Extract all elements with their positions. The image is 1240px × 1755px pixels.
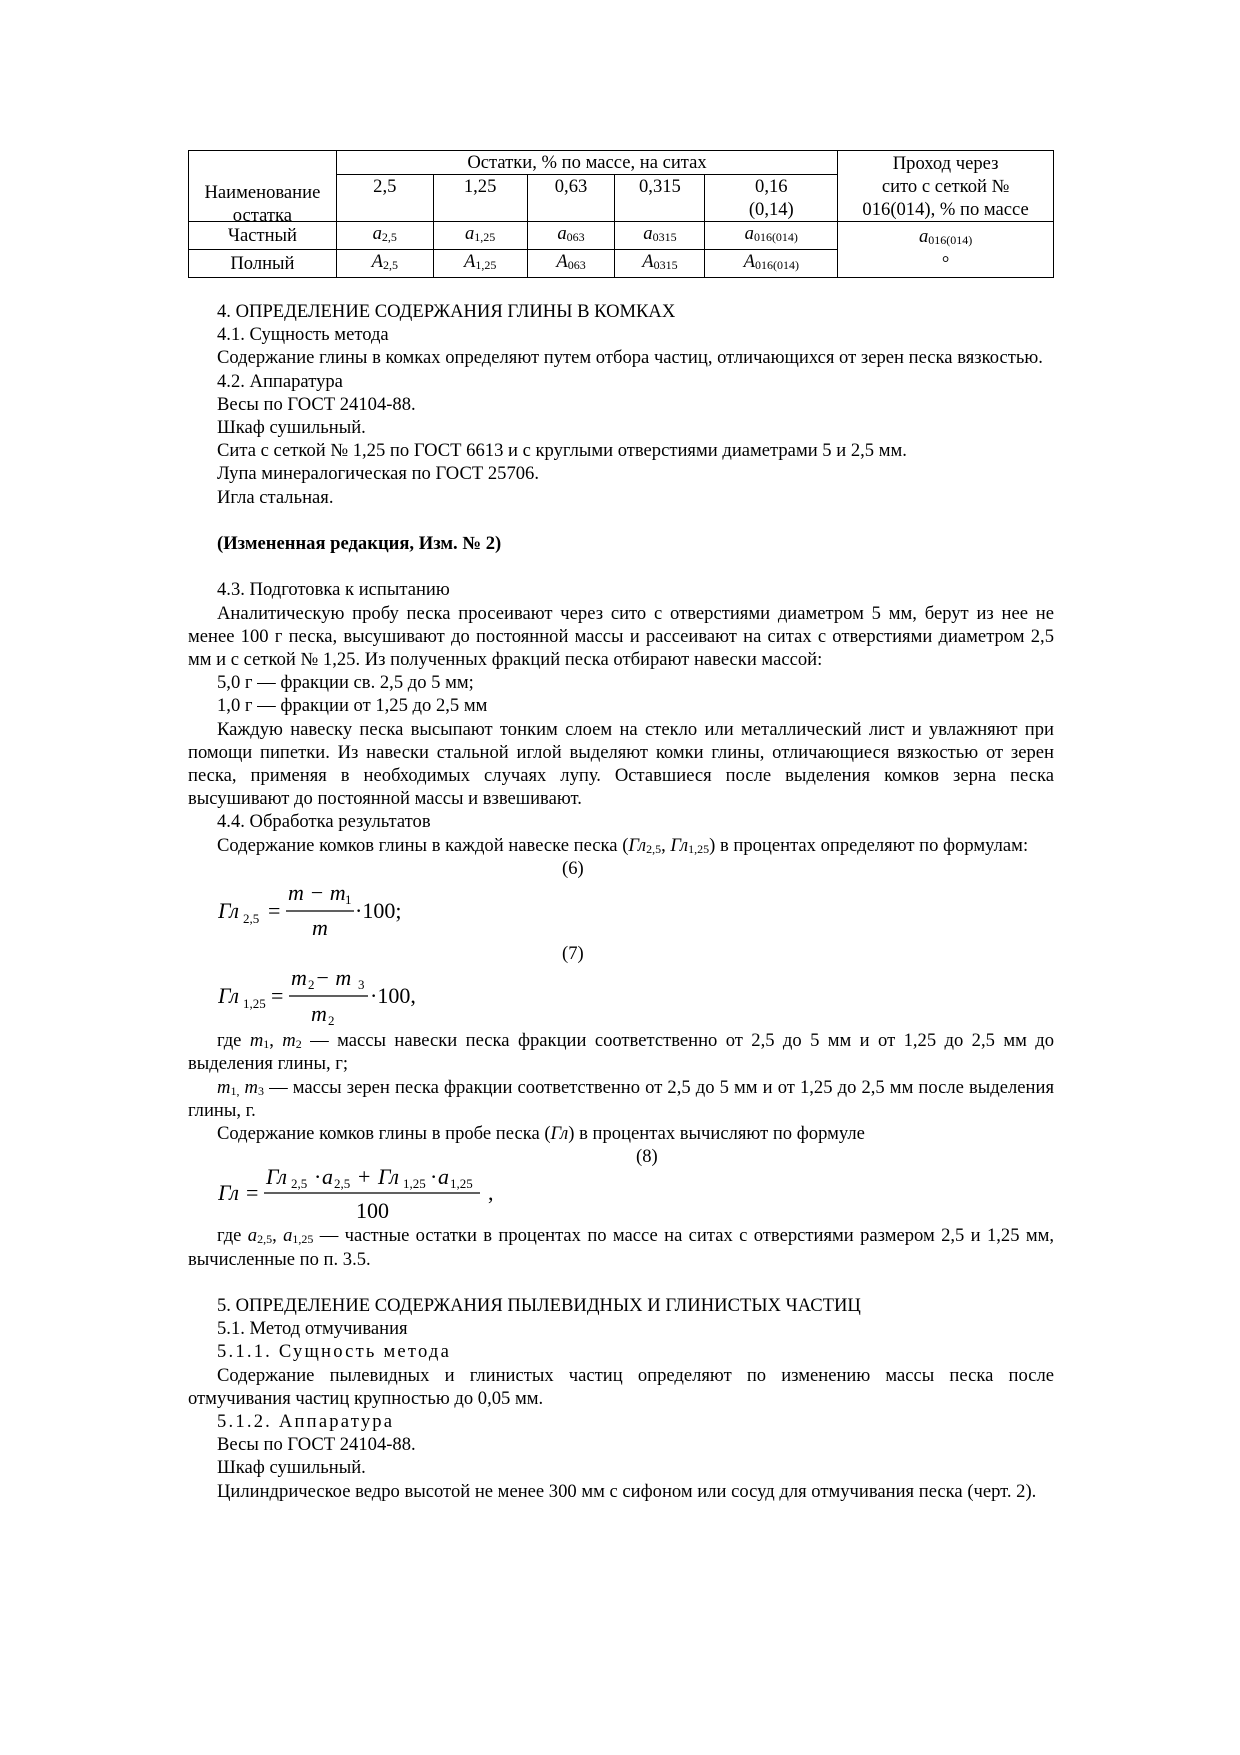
header-name-text [189, 181, 337, 226]
formula-7-where-2: $m_{1,}$ $m_3$ — массы зерен песка фракции соответственно от 2,5 до 5 мм и от 1,25 до 2,5 мм после выделения глины, г. [188, 1076, 1055, 1121]
formula-7-number-line [188, 942, 1054, 965]
blank-line [188, 1271, 1054, 1294]
svg-text:1,25: 1,25 [450, 1176, 473, 1192]
equipment-scales: Весы по ГОСТ 24104-88. [217, 393, 416, 415]
formula-8-where: где $a_{2,5}$, $a_{1,25}$ — частные остатки в процентах по массе на ситах с отверстиями размером 2,5 и 1,25 мм, вычисленные по п. 3.5. [188, 1225, 1055, 1270]
svg-text:a: a [438, 1168, 449, 1190]
formula-7 [188, 965, 1054, 1029]
equipment-bucket: Цилиндрическое ведро высотой не менее 300 мм с сифоном или сосуд для отмучивания песка (черт. 2). [217, 1480, 1037, 1502]
document-body [188, 300, 1054, 1503]
formula-6-graphic [218, 880, 478, 942]
svg-text:=: = [268, 898, 281, 924]
sieve-0-63: 0,63 [527, 175, 615, 222]
section-4-1-body: Содержание глины в комках определяют путем отбора частиц, отличающихся от зерен песка вязкостью. [217, 347, 1043, 369]
section-4-1-heading: 4.1. Сущность метода [217, 324, 389, 346]
svg-text:Гл: Гл [218, 898, 239, 924]
section-5-title: 5. ОПРЕДЕЛЕНИЕ СОДЕРЖАНИЯ ПЫЛЕВИДНЫХ И ГЛИНИСТЫХ ЧАСТИЦ [217, 1295, 861, 1317]
sample-mass-1: 5,0 г — фракции св. 2,5 до 5 мм; [217, 672, 474, 694]
svg-text:=: = [271, 983, 284, 1009]
svg-text:2: 2 [308, 977, 315, 993]
sample-mass-2: 1,0 г — фракции от 1,25 до 2,5 мм [217, 695, 488, 717]
header-pass-line2: сито с сеткой № [881, 175, 1010, 197]
section-4-3-heading: 4.3. Подготовка к испытанию [217, 579, 450, 601]
sieve-residue-table [188, 150, 1054, 278]
svg-text:m: m [291, 965, 307, 991]
svg-text:·100,: ·100, [370, 983, 416, 1009]
header-pass-line1: Проход через [892, 152, 999, 174]
svg-text:,: , [488, 1180, 494, 1206]
blank-line [188, 555, 1054, 578]
full-A-0315: A0315 [615, 250, 705, 278]
equipment-oven-2: Шкаф сушильный. [217, 1457, 366, 1479]
section-4-4-body: Содержание комков глины в каждой навеске песка ($Гл_{2,5}$, $Гл_{1,25}$) в процентах определяют по формулам: [217, 834, 1029, 856]
equipment-needle: Игла стальная. [217, 486, 334, 508]
partial-a-0315: a0315 [615, 222, 705, 250]
full-A-016: A016(014) [705, 250, 838, 278]
document-page [188, 150, 1054, 1503]
svg-text:m: m [312, 915, 328, 941]
svg-text:·100;: ·100; [355, 898, 402, 924]
sieve-0-16 [705, 175, 838, 222]
equipment-oven: Шкаф сушильный. [217, 417, 366, 439]
svg-text:a: a [322, 1168, 333, 1190]
svg-text:1: 1 [345, 892, 352, 908]
pass-degree: ° [941, 252, 950, 274]
section-4-2-heading: 4.2. Аппаратура [217, 370, 343, 392]
svg-text:Гл: Гл [218, 1180, 239, 1206]
equipment-magnifier: Лупа минералогическая по ГОСТ 25706. [217, 463, 539, 485]
header-pass-line3: 016(014), % по массе [862, 198, 1029, 220]
formula-7-number: (7) [562, 943, 584, 965]
full-A-1-25: A1,25 [433, 250, 527, 278]
svg-text:m − m: m − m [288, 880, 346, 906]
header-name-line2: остатка [232, 204, 293, 226]
section-5-1-1-heading: 5.1.1. Сущность метода [217, 1341, 452, 1363]
full-A-063: A063 [527, 250, 615, 278]
svg-text:m: m [311, 1001, 327, 1027]
section-4-4-heading: 4.4. Обработка результатов [217, 811, 431, 833]
section-5-1-1-body: Содержание пылевидных и глинистых частиц определяют по изменению массы песка после отмучивания частиц крупностью до 0,05 мм. [188, 1364, 1054, 1409]
section-4-3-body: Аналитическую пробу песка просеивают через сито с отверстиями диаметром 5 мм, берут из нее не менее 100 г песка, высушивают до постоянной массы и рассеивают на ситах с отверстиями диаметром 2,5 мм и с сеткой № 1,25. Из полученных фракций песка отбирают навески массой: [188, 602, 1054, 671]
pass-symbol-sub: 016(014) [928, 232, 973, 247]
svg-text:·: · [430, 1168, 438, 1190]
svg-text:=: = [246, 1180, 259, 1206]
sieve-0-14-label: (0,14) [748, 199, 794, 220]
formula-8-intro: Содержание комков глины в пробе песка (Гл) в процентах вычисляют по формуле [217, 1123, 865, 1145]
equipment-sieves: Сита с сеткой № 1,25 по ГОСТ 6613 и с круглыми отверстиями диаметрами 5 и 2,5 мм. [217, 440, 907, 462]
pass-symbol: a [918, 225, 929, 247]
formula-8-graphic [218, 1168, 538, 1224]
sieve-0-16-label: 0,16 [755, 176, 788, 197]
header-pass-cell [838, 151, 1054, 222]
formula-8-number: (8) [636, 1146, 658, 1168]
formula-8 [188, 1168, 1054, 1224]
amendment-note: (Измененная редакция, Изм. № 2) [217, 533, 502, 555]
header-residues: Остатки, % по массе, на ситах [336, 151, 837, 175]
svg-text:Гл: Гл [266, 1168, 287, 1190]
svg-text:1,25: 1,25 [243, 996, 266, 1012]
partial-a-063: a063 [527, 222, 615, 250]
svg-text:1,25: 1,25 [403, 1176, 426, 1192]
svg-text:2,5: 2,5 [291, 1176, 308, 1192]
formula-8-number-line [188, 1145, 1054, 1168]
partial-a-2-5: a2,5 [336, 222, 433, 250]
row-partial-label: Частный [189, 222, 337, 250]
svg-text:100: 100 [356, 1198, 389, 1224]
sieve-1-25: 1,25 [433, 175, 527, 222]
section-5-1-heading: 5.1. Метод отмучивания [217, 1318, 408, 1340]
svg-text:Гл: Гл [218, 983, 239, 1009]
full-A-2-5: A2,5 [336, 250, 433, 278]
partial-a-016: a016(014) [705, 222, 838, 250]
svg-text:·: · [314, 1168, 322, 1190]
formula-7-where-1: где $m_1$, $m_2$ — массы навески песка фракции соответственно от 2,5 до 5 мм и от 1,25 до 2,5 мм до выделения глины, г; [188, 1030, 1055, 1075]
section-5-1-2-heading: 5.1.2. Аппаратура [217, 1411, 395, 1433]
sieve-0-315: 0,315 [615, 175, 705, 222]
partial-a-1-25: a1,25 [433, 222, 527, 250]
section-4-title: 4. ОПРЕДЕЛЕНИЕ СОДЕРЖАНИЯ ГЛИНЫ В КОМКАХ [217, 301, 676, 322]
svg-text:Гл: Гл [378, 1168, 399, 1190]
svg-text:2: 2 [328, 1013, 335, 1029]
blank-line [188, 509, 1054, 532]
formula-6-number: (6) [562, 857, 584, 879]
svg-text:2,5: 2,5 [334, 1176, 351, 1192]
row-full-label: Полный [189, 250, 337, 278]
equipment-scales-2: Весы по ГОСТ 24104-88. [217, 1434, 416, 1456]
svg-text:3: 3 [358, 977, 365, 993]
svg-text:+: + [358, 1168, 371, 1190]
section-4-3-body2: Каждую навеску песка высыпают тонким слоем на стекло или металлический лист и увлажняют при помощи пипетки. Из навески стальной иглой выделяют комки глины, отличающиеся вязкостью от зерен песка, применяя в необходимых случаях лупу. Оставшиеся после выделения комков зерна песка высушивают до постоянной массы и взвешивают. [188, 718, 1054, 810]
pass-symbol-cell [838, 222, 1054, 278]
svg-text:− m: − m [315, 965, 352, 991]
header-name-line1: Наименование [204, 181, 321, 203]
svg-text:2,5: 2,5 [243, 911, 260, 927]
formula-6 [188, 880, 1054, 942]
formula-6-number-line [188, 857, 1054, 880]
sieve-2-5: 2,5 [336, 175, 433, 222]
formula-7-graphic [218, 965, 498, 1029]
